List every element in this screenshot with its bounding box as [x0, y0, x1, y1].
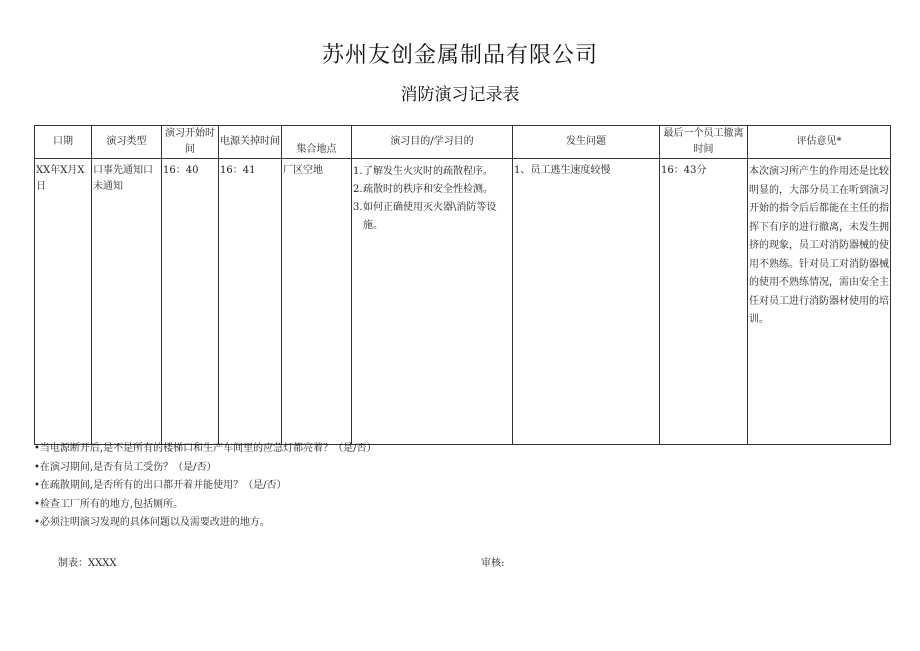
note-item: •必须注明演习发现的具体问题以及需要改进的地方。 [34, 517, 270, 528]
cell-last-evac-time: 16：43分 [660, 159, 748, 445]
company-title: 苏州友创金属制品有限公司 [321, 43, 598, 68]
cell-date: XX年X月X日 [35, 159, 92, 445]
goal-number: 2. [353, 184, 363, 195]
goal-item [353, 163, 511, 181]
header-row [35, 126, 891, 159]
header-drill-type: 演习类型 [92, 126, 162, 159]
header-assembly-point: 集合地点 [282, 126, 352, 159]
drill-record-table [34, 125, 891, 445]
goal-item [353, 199, 511, 235]
header-goals: 演习目的/学习目的 [352, 126, 513, 159]
header-power-off-time: 电源关掉时间 [219, 126, 282, 159]
goal-text: 了解发生火灾时的疏散程序。 [363, 166, 493, 177]
cell-goals [352, 159, 513, 445]
cell-evaluation: 本次演习所产生的作用还是比较明显的，大部分员工在听到演习开始的指令后后都能在主任的指挥下有序的进行撤离，未发生拥挤的现象，员工对消防器械的使用不熟练。针对员工对消防器械的使用不熟练情况，需由安全主任对员工进行消防器材使用的培训。 [748, 159, 891, 445]
cell-power-off-time: 16：41 [219, 159, 282, 445]
notes-list [34, 440, 894, 533]
note-item: •当电源断开后,是不是所有的楼梯口和生产车间里的应急灯都亮着？（是/否） [34, 443, 377, 454]
goal-number: 1. [353, 166, 363, 177]
table-row [35, 159, 891, 445]
header-issues: 发生问题 [513, 126, 660, 159]
cell-issues: 1、员工逃生速度较慢 [513, 159, 660, 445]
goal-text: 如何正确使用灭火器\消防等设施。 [363, 202, 497, 231]
note-item: •在疏散期间,是否所有的出口都开着并能使用？（是/否） [34, 480, 287, 491]
header-evaluation: 评估意见* [748, 126, 891, 159]
note-item: •在演习期间,是否有员工受伤？（是/否） [34, 461, 217, 473]
note-item: •检查工厂所有的地方,包括厕所。 [34, 498, 184, 510]
reviewed-by: 审核: [481, 558, 505, 569]
header-start-time: 演习开始时间 [162, 126, 219, 159]
cell-assembly-point: 厂区空地 [282, 159, 352, 445]
goal-item [353, 181, 511, 199]
header-last-evac-time: 最后一个员工撤离时间 [660, 126, 748, 159]
prepared-by: 制表：XXXX [58, 558, 117, 569]
cell-drill-type: 口事先通知口未通知 [92, 159, 162, 445]
goal-text: 疏散时的秩序和安全性检测。 [363, 184, 493, 195]
header-date: 口期 [35, 126, 92, 159]
goal-number: 3. [353, 202, 363, 213]
cell-start-time: 16：40 [162, 159, 219, 445]
form-title: 消防演习记录表 [400, 85, 520, 105]
goal-list [353, 163, 511, 235]
